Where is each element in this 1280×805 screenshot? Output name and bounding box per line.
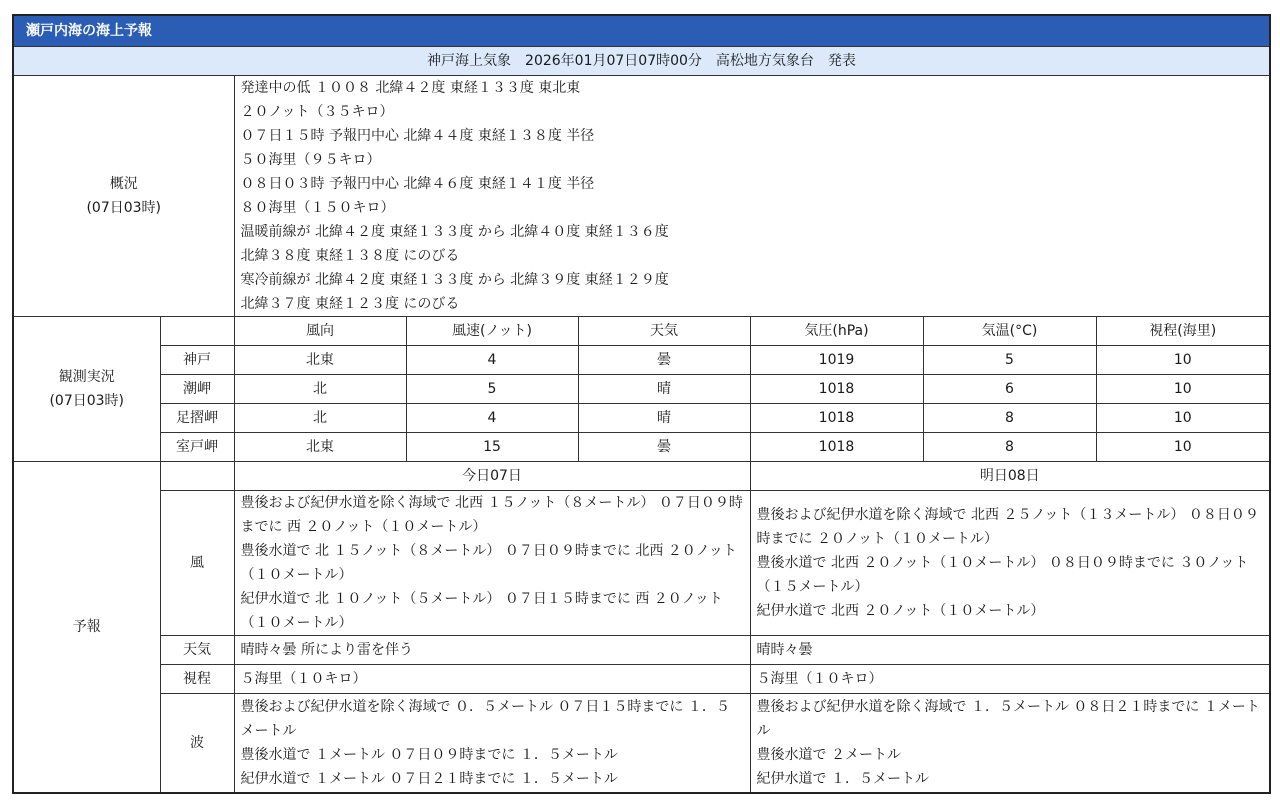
issue-info: 神戸海上気象 2026年01月07日07時00分 高松地方気象台 発表 — [13, 47, 1270, 76]
table-row — [13, 346, 1270, 375]
summary-line: 温暖前線が 北緯４２度 東経１３３度 から 北緯４０度 東経１３６度 — [240, 224, 669, 240]
visibility-row-label: 視程 — [160, 665, 234, 694]
summary-line: 北緯３８度 東経１３８度 にのびる — [240, 248, 460, 264]
waves-today-line: 豊後水道で １メートル ０７日０９時までに １．５メートル — [240, 747, 618, 763]
summary-line: ５０海里（９５キロ） — [240, 152, 381, 168]
table-row — [13, 433, 1270, 462]
waves-forecast-tomorrow — [750, 694, 1270, 794]
temperature: 8 — [923, 404, 1096, 433]
temperature: 5 — [923, 346, 1096, 375]
waves-row-label: 波 — [160, 694, 234, 794]
observations-label: 観測実況 (07日03時) — [13, 317, 160, 462]
summary-label: 概況 (07日03時) — [13, 76, 234, 317]
wind-today-line: 豊後および紀伊水道を除く海域で 北西 １５ノット（８メートル） ０７日０９時までに 西 ２０ノット（１０メートル） — [240, 495, 743, 535]
table-row — [13, 404, 1270, 433]
wind-row-label: 風 — [160, 491, 234, 636]
pressure: 1019 — [750, 346, 923, 375]
wind-speed: 4 — [406, 404, 578, 433]
weather: 晴 — [578, 375, 750, 404]
station-name: 足摺岬 — [160, 404, 234, 433]
visibility: 10 — [1096, 375, 1270, 404]
forecast-today-header: 今日07日 — [234, 462, 750, 491]
wind-forecast-tomorrow — [750, 491, 1270, 636]
weather-row-label: 天気 — [160, 636, 234, 665]
col-header-temp: 気温(°C) — [923, 317, 1096, 346]
summary-line: 寒冷前線が 北緯４２度 東経１３３度 から 北緯３９度 東経１２９度 — [240, 272, 669, 288]
wind-direction: 北 — [234, 404, 406, 433]
summary-line: ０７日１５時 予報円中心 北緯４４度 東経１３８度 半径 — [240, 128, 595, 144]
station-name: 潮岬 — [160, 375, 234, 404]
summary-line: 発達中の低 １００８ 北緯４２度 東経１３３度 東北東 — [240, 80, 581, 96]
summary-line: ２０ノット（３５キロ） — [240, 104, 394, 120]
forecast-header-blank — [160, 462, 234, 491]
wind-direction: 北東 — [234, 433, 406, 462]
visibility: 10 — [1096, 404, 1270, 433]
waves-tomorrow-line: 紀伊水道で １．５メートル — [756, 771, 929, 787]
waves-today-line: 豊後および紀伊水道を除く海域で ０．５メートル ０７日１５時までに １．５メートル — [240, 699, 730, 739]
visibility-forecast-today: ５海里（１０キロ） — [234, 665, 750, 694]
visibility-forecast-tomorrow: ５海里（１０キロ） — [750, 665, 1270, 694]
wind-tomorrow-line: 豊後水道で 北西 ２０ノット（１０メートル） ０８日０９時までに ３０ノット（１５メートル） — [756, 555, 1249, 595]
waves-tomorrow-line: 豊後および紀伊水道を除く海域で １．５メートル ０８日２１時までに １メートル — [756, 699, 1260, 739]
table-row — [13, 375, 1270, 404]
temperature: 8 — [923, 433, 1096, 462]
summary-text — [234, 76, 1270, 317]
col-header-weather: 天気 — [578, 317, 750, 346]
wind-speed: 4 — [406, 346, 578, 375]
wind-direction: 北 — [234, 375, 406, 404]
col-header-speed: 風速(ノット) — [406, 317, 578, 346]
wind-tomorrow-line: 紀伊水道で 北西 ２０ノット（１０メートル） — [756, 603, 1045, 619]
forecast-tomorrow-header: 明日08日 — [750, 462, 1270, 491]
wind-today-line: 豊後水道で 北 １５ノット（８メートル） ０７日０９時までに 北西 ２０ノット（１０メートル） — [240, 543, 737, 583]
temperature: 6 — [923, 375, 1096, 404]
pressure: 1018 — [750, 375, 923, 404]
wind-forecast-today — [234, 491, 750, 636]
waves-forecast-today — [234, 694, 750, 794]
weather: 曇 — [578, 346, 750, 375]
station-header-blank — [160, 317, 234, 346]
pressure: 1018 — [750, 433, 923, 462]
wind-direction: 北東 — [234, 346, 406, 375]
marine-forecast-table — [12, 14, 1271, 794]
col-header-pressure: 気圧(hPa) — [750, 317, 923, 346]
forecast-panel — [12, 14, 1269, 794]
pressure: 1018 — [750, 404, 923, 433]
col-header-visibility: 視程(海里) — [1096, 317, 1270, 346]
summary-line: 北緯３７度 東経１２３度 にのびる — [240, 296, 460, 312]
wind-speed: 15 — [406, 433, 578, 462]
page-title: 瀬戸内海の海上予報 — [13, 15, 1270, 47]
waves-today-line: 紀伊水道で １メートル ０７日２１時までに １．５メートル — [240, 771, 618, 787]
summary-line: ８０海里（１５０キロ） — [240, 200, 395, 216]
forecast-label: 予報 — [13, 462, 160, 794]
wind-today-line: 紀伊水道で 北 １０ノット（５メートル） ０７日１５時までに 西 ２０ノット（１０メートル） — [240, 591, 723, 631]
visibility: 10 — [1096, 346, 1270, 375]
waves-tomorrow-line: 豊後水道で ２メートル — [756, 747, 901, 763]
weather-forecast-today: 晴時々曇 所により雷を伴う — [234, 636, 750, 665]
visibility: 10 — [1096, 433, 1270, 462]
station-name: 神戸 — [160, 346, 234, 375]
summary-line: ０８日０３時 予報円中心 北緯４６度 東経１４１度 半径 — [240, 176, 595, 192]
station-name: 室戸岬 — [160, 433, 234, 462]
weather-forecast-tomorrow: 晴時々曇 — [750, 636, 1270, 665]
weather: 晴 — [578, 404, 750, 433]
wind-tomorrow-line: 豊後および紀伊水道を除く海域で 北西 ２５ノット（１３メートル） ０８日０９時までに ２０ノット（１０メートル） — [756, 507, 1259, 547]
wind-speed: 5 — [406, 375, 578, 404]
col-header-direction: 風向 — [234, 317, 406, 346]
weather: 曇 — [578, 433, 750, 462]
